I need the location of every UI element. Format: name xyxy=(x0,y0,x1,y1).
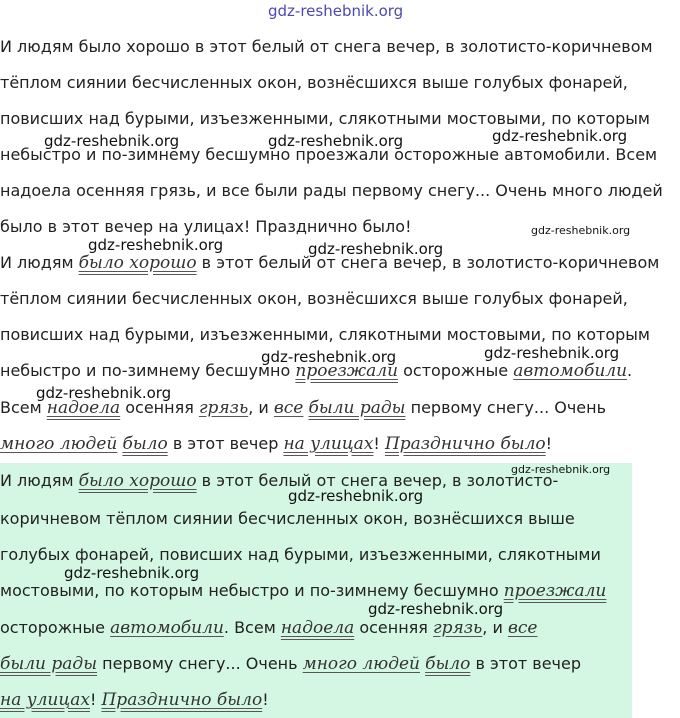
green-line-4 xyxy=(0,581,606,601)
marked-line-6 xyxy=(0,434,552,454)
word: ! xyxy=(262,690,269,709)
watermark: gdz-reshebnik.org xyxy=(261,348,397,366)
green-line-5 xyxy=(0,618,537,638)
predicate: были рады xyxy=(308,398,406,418)
subject: автомобили xyxy=(110,618,224,638)
predicate: было xyxy=(425,654,471,674)
subject: грязь xyxy=(433,618,483,638)
green-line-1 xyxy=(0,471,558,491)
word: ! xyxy=(89,690,97,709)
subject: автомобили xyxy=(513,361,628,381)
word: первому снегу... Очень xyxy=(102,654,298,673)
plain-line-4: небыстро и по-зимнему бесшумно проезжали осторожные автомобили. Всем xyxy=(0,145,658,164)
predicate: надоела xyxy=(280,618,355,638)
plain-line-1: И людям было хорошо в этот белый от снега вечер, в золотисто-коричневом xyxy=(0,37,653,56)
green-line-2: коричневом тёплом сиянии бесчисленных окон, вознёсшихся выше xyxy=(0,509,575,528)
word: И людям xyxy=(0,253,74,272)
predicate: надоела xyxy=(46,398,121,418)
watermark: gdz-reshebnik.org xyxy=(64,564,200,582)
word: осторожные xyxy=(0,618,105,637)
green-line-6 xyxy=(0,654,581,674)
word: осенняя xyxy=(359,618,428,637)
word: Всем xyxy=(0,398,42,417)
predicate: Празднично было xyxy=(101,690,263,710)
watermark: gdz-reshebnik.org xyxy=(492,127,628,145)
plain-line-2: тёплом сиянии бесчисленных окон, вознёсшихся выше голубых фонарей, xyxy=(0,73,628,92)
word: в этот белый от снега вечер, в золотисто- xyxy=(201,471,559,490)
marked-line-2: тёплом сиянии бесчисленных окон, вознёсшихся выше голубых фонарей, xyxy=(0,289,628,308)
watermark: gdz-reshebnik.org xyxy=(368,600,504,618)
marked-line-4 xyxy=(0,361,632,381)
watermark: gdz-reshebnik.org xyxy=(36,384,172,402)
predicate: было хорошо xyxy=(78,471,197,491)
green-line-3: голубых фонарей, повисших над бурыми, изъезженными, слякотными xyxy=(0,545,601,564)
subject: все xyxy=(273,398,304,418)
watermark: gdz-reshebnik.org xyxy=(531,224,631,237)
word: мостовыми, по которым небыстро и по-зимнему бесшумно xyxy=(0,581,499,600)
subject: грязь xyxy=(198,398,249,418)
watermark: gdz-reshebnik.org xyxy=(308,240,444,258)
predicate: было хорошо xyxy=(78,253,197,273)
subject: много людей xyxy=(302,654,420,674)
word: . Всем xyxy=(223,618,276,637)
subject: много людей xyxy=(0,434,118,454)
predicate: на улицах xyxy=(283,434,374,454)
word: в этот вечер xyxy=(475,654,581,673)
word: ! xyxy=(545,434,553,453)
watermark: gdz-reshebnik.org xyxy=(511,463,611,476)
green-line-7 xyxy=(0,690,269,710)
marked-line-3: повисших над бурыми, изъезженными, слякотными мостовыми, по которым xyxy=(0,325,650,344)
word: в этот вечер xyxy=(172,434,279,453)
watermark: gdz-reshebnik.org xyxy=(288,487,424,505)
word: в этот белый от снега вечер, в золотисто-коричневом xyxy=(201,253,660,272)
word: осенняя xyxy=(125,398,194,417)
word: осторожные xyxy=(403,361,509,380)
word: . xyxy=(627,361,633,380)
word: первому снегу... Очень xyxy=(410,398,607,417)
predicate: были рады xyxy=(0,654,98,674)
predicate: на улицах xyxy=(0,690,90,710)
predicate: было xyxy=(122,434,168,454)
word: , и xyxy=(482,618,503,637)
plain-line-6: было в этот вечер на улицах! Празднично было! xyxy=(0,217,412,236)
plain-line-5: надоела осенняя грязь, и все были рады первому снегу... Очень много людей xyxy=(0,181,663,200)
word: , и xyxy=(248,398,269,417)
word: небыстро и по-зимнему бесшумно xyxy=(0,361,291,380)
watermark: gdz-reshebnik.org xyxy=(268,132,404,150)
subject: все xyxy=(507,618,538,638)
plain-line-3: повисших над бурыми, изъезженными, слякотными мостовыми, по которым xyxy=(0,109,650,128)
watermark: gdz-reshebnik.org xyxy=(88,236,224,254)
word: И людям xyxy=(0,471,74,490)
predicate: проезжали xyxy=(503,581,607,601)
predicate: Празднично было xyxy=(384,434,546,454)
marked-line-5 xyxy=(0,398,606,418)
watermark: gdz-reshebnik.org xyxy=(484,344,620,362)
watermark: gdz-reshebnik.org xyxy=(44,132,180,150)
watermark-top: gdz-reshebnik.org xyxy=(268,2,404,20)
marked-line-1 xyxy=(0,253,659,273)
word: ! xyxy=(373,434,380,453)
predicate: проезжали xyxy=(295,361,399,381)
